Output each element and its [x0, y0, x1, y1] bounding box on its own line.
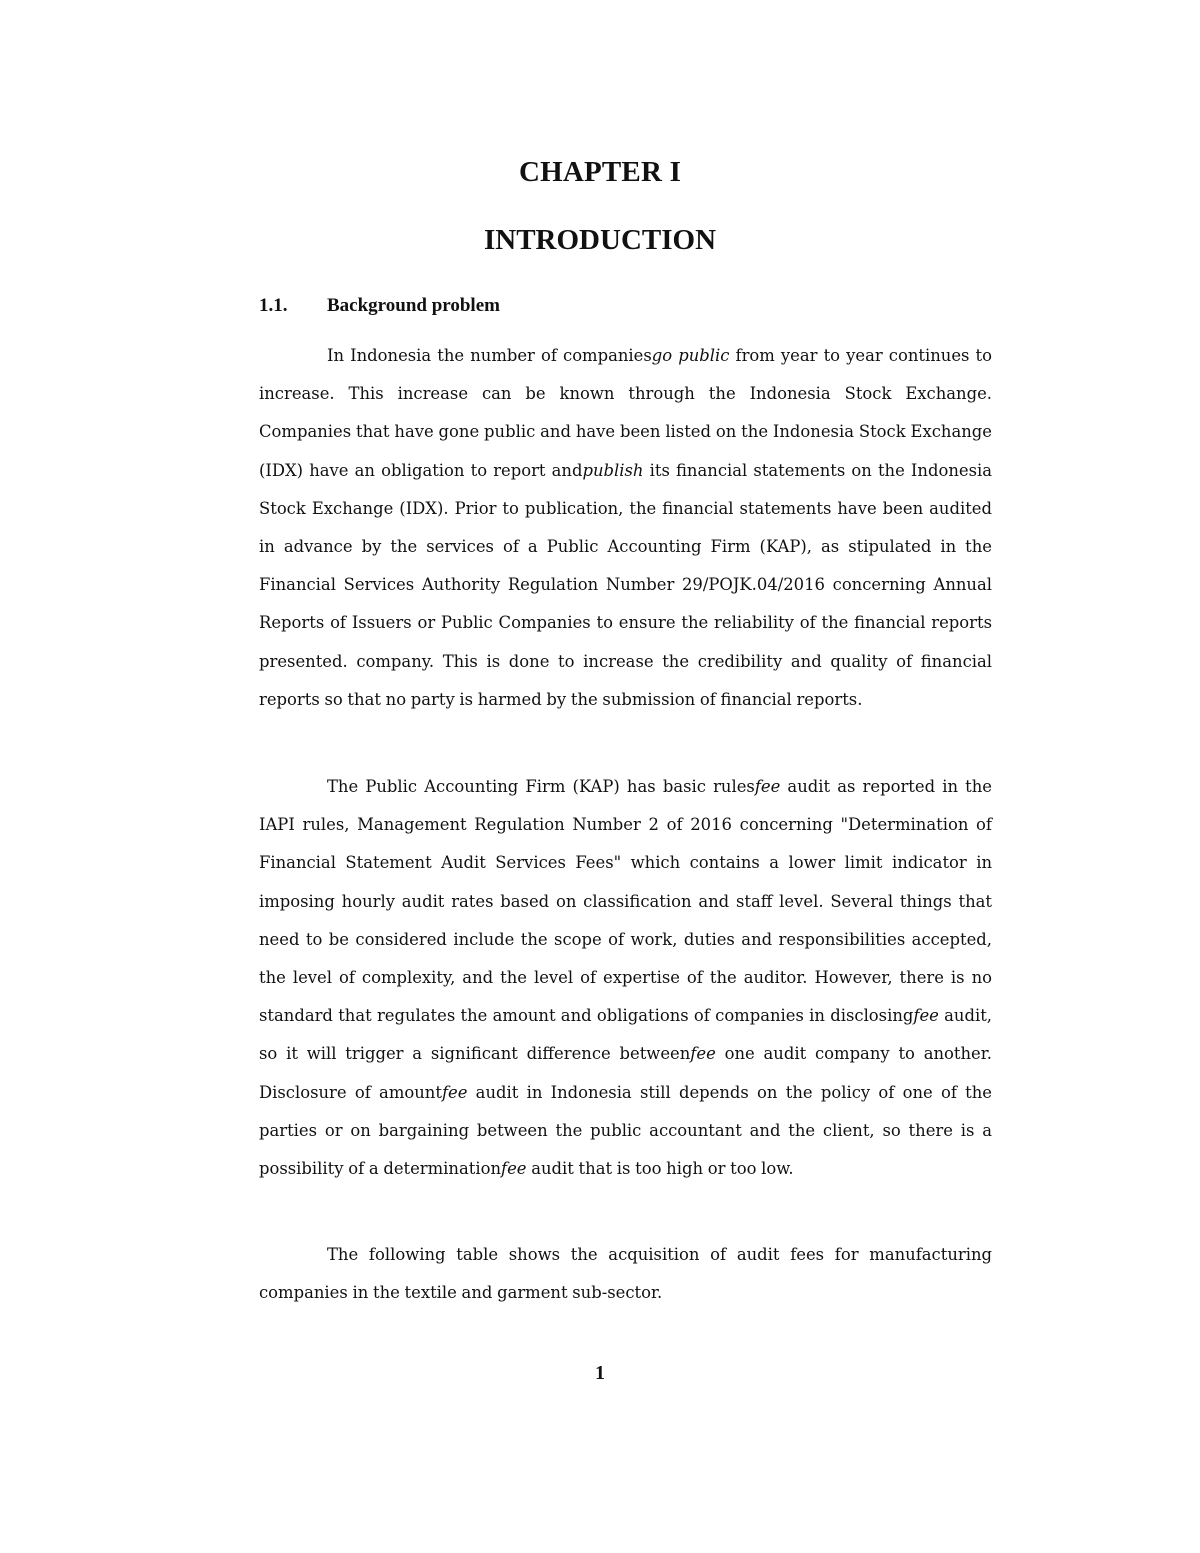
- section-title: Background problem: [327, 295, 500, 316]
- paragraph-2-italic-f: fee: [690, 1044, 716, 1064]
- paragraph-2-text-k: audit that is too high or too low.: [526, 1159, 794, 1179]
- page-number: 1: [595, 1362, 605, 1384]
- paragraph-2-text-e: audit, so it will trigger a significant difference between: [259, 1006, 992, 1064]
- section-number: 1.1.: [259, 295, 288, 316]
- chapter-title: CHAPTER I: [518, 156, 682, 188]
- paragraph-2-text-c: audit as reported in the IAPI rules, Management Regulation Number 2 of 2016 concerning "Determination of Financial Statement Audit Services Fees" which contains a lower limit indicator in imposing hourly audit rates based on classification and staff level. Several things that need to be considered include the scope of work, duties and responsibilities accepted, the level of complexity, and the level of expertise of the auditor. However, there is no standard that regulates the amount and obligations of companies in disclosing: [259, 777, 992, 1026]
- section-heading: [259, 295, 500, 317]
- paragraph-1-text-c: from year to year continues to increase. This increase can be known through the Indonesia Stock Exchange. Companies that have gone public and have been listed on the Indonesia Stock Exchange (IDX) have an obligation to report and: [259, 346, 992, 480]
- paragraph-3: [259, 1236, 992, 1312]
- paragraph-1: [259, 337, 992, 719]
- paragraph-2-italic-b: fee: [754, 777, 781, 796]
- paragraph-2: [259, 768, 992, 1188]
- paragraph-1-italic-b: go public: [651, 346, 730, 365]
- paragraph-1-text-e: its financial statements on the Indonesia Stock Exchange (IDX). Prior to publication, the financial statements have been audited in advance by the services of a Public Accounting Firm (KAP), as stipulated in the Financial Services Authority Regulation Number 29/POJK.04/2016 concerning Annual Reports of Issuers or Public Companies to ensure the reliability of the financial reports presented. company. This is done to increase the credibility and quality of financial reports so that no party is harmed by the submission of financial reports.: [259, 460, 993, 709]
- paragraph-2-text-g: one audit company to another. Disclosure of amount: [259, 1044, 993, 1102]
- paragraph-2-italic-j: fee: [501, 1159, 527, 1179]
- paragraph-2-italic-d: fee: [913, 1006, 939, 1026]
- paragraph-3-text: The following table shows the acquisition of audit fees for manufacturing companies in the textile and garment sub-sector.: [259, 1245, 992, 1303]
- paragraph-1-italic-d: publish: [582, 460, 644, 480]
- paragraph-2-text-i: audit in Indonesia still depends on the policy of one of the parties or on bargaining between the public accountant and the client, so there is a possibility of a determination: [259, 1082, 993, 1179]
- paragraph-2-text-a: The Public Accounting Firm (KAP) has basic rules: [327, 777, 755, 796]
- paragraph-1-text-a: In Indonesia the number of companies: [327, 346, 652, 365]
- chapter-subtitle: INTRODUCTION: [483, 224, 717, 256]
- paragraph-2-italic-h: fee: [441, 1082, 468, 1102]
